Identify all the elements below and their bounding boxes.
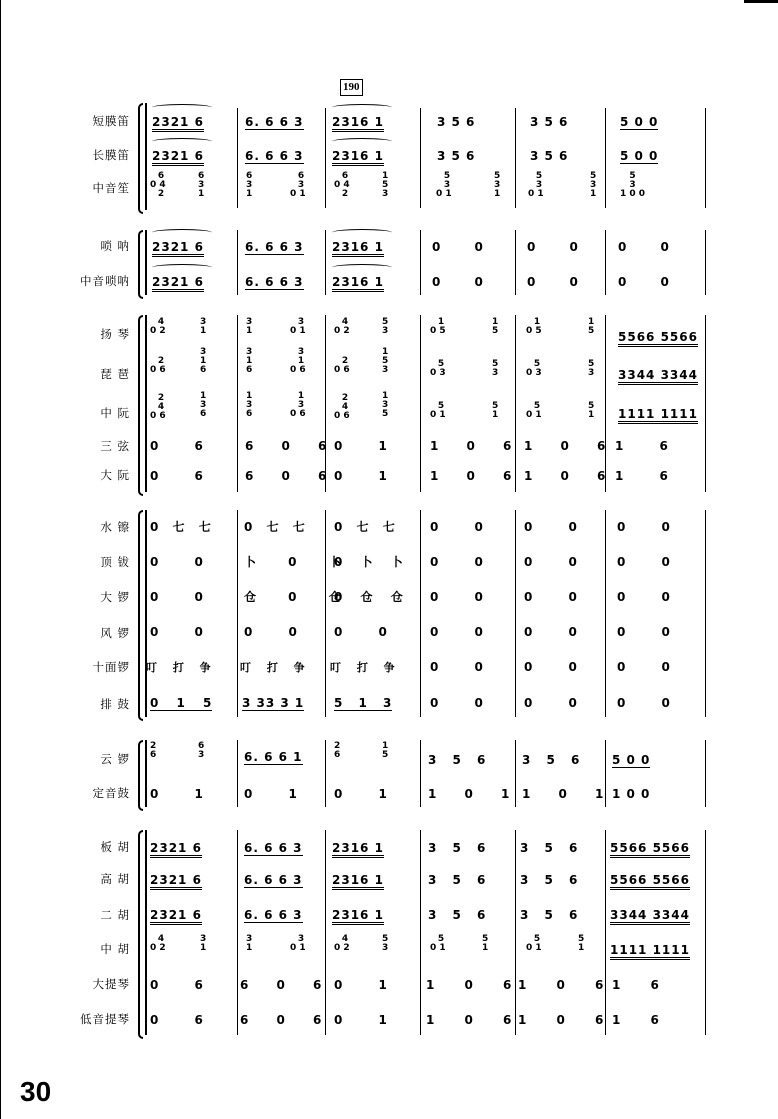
note-group: 0 1: [334, 787, 388, 801]
barline: [145, 510, 147, 717]
chord-stack: 6 3 0 1: [290, 171, 306, 199]
note-group: 5 0 0: [620, 115, 659, 129]
group-brace-winds: [138, 103, 143, 214]
chord-stack: 3 1: [246, 934, 253, 953]
note-group: 1 0 6: [518, 978, 605, 992]
instrument-label: 排 鼓: [100, 697, 130, 711]
chord-stack: 2 6: [334, 741, 341, 760]
barline: [515, 830, 516, 1035]
barline: [325, 510, 326, 717]
note-group: 2321 6: [152, 275, 204, 292]
slur: [332, 104, 392, 111]
barline: [145, 230, 147, 295]
note-group: 6 0 6: [240, 1013, 323, 1027]
note-group: 1 0 6: [518, 1013, 605, 1027]
note-group: 0 6: [150, 978, 204, 992]
instrument-label: 中音笙: [92, 181, 130, 195]
note-group: 叮 打 争: [330, 661, 396, 674]
note-group: 6. 6 6 3: [244, 873, 303, 887]
chord-stack: 4 0 2: [150, 317, 166, 336]
instrument-label: 三 弦: [100, 439, 130, 453]
note-group: 0 七 七: [244, 520, 306, 534]
note-group: 2316 1: [332, 908, 384, 925]
barline: [237, 510, 238, 717]
chord-stack: 5 3: [382, 317, 389, 336]
barline: [145, 315, 147, 492]
note-group: 1 6: [615, 439, 669, 453]
chord-stack: 1 3 6: [246, 391, 253, 419]
note-group: 3 5 6: [522, 753, 581, 767]
note-group: 0 七 七: [150, 520, 212, 534]
chord-stack: 5 0 1: [526, 934, 542, 953]
note-group: 0 0: [150, 590, 204, 604]
barline: [515, 315, 516, 492]
slur: [332, 229, 392, 236]
chord-stack: 2 4 0 6: [334, 393, 350, 421]
group-brace-percussion: [138, 510, 143, 721]
note-group: 5566 5566: [618, 330, 698, 347]
barline: [705, 740, 706, 807]
note-group: 0 1: [334, 978, 388, 992]
note-group: 6 0 6: [240, 978, 323, 992]
note-group: 1 0 1: [522, 787, 605, 801]
barline: [420, 830, 421, 1035]
barline: [237, 315, 238, 492]
note-group: 3 5 6: [428, 873, 487, 887]
note-group: 0 0: [430, 555, 484, 569]
barline: [605, 510, 606, 717]
chord-stack: 5 0 3: [430, 359, 446, 378]
chord-stack: 5 3: [492, 359, 499, 378]
barline: [420, 740, 421, 807]
slur: [332, 264, 392, 271]
note-group: 2316 1: [332, 240, 384, 257]
note-group: 2316 1: [332, 149, 384, 166]
note-group: 1 6: [615, 469, 669, 483]
barline: [605, 740, 606, 807]
page-number: 30: [20, 1076, 52, 1107]
note-group: 0 0: [618, 240, 670, 254]
note-group: 0 0: [430, 660, 484, 674]
barline: [515, 740, 516, 807]
barline: [515, 510, 516, 717]
chord-stack: 4 0 2: [334, 317, 350, 336]
note-group: 0 0: [617, 696, 671, 710]
chord-stack: 3 1: [246, 317, 253, 336]
note-group: 0 6: [150, 1013, 204, 1027]
barline: [325, 315, 326, 492]
chord-stack: 5 3 1: [590, 171, 597, 199]
group-brace-strings: [138, 830, 143, 1039]
note-group: 5 0 0: [612, 753, 651, 767]
note-group: 0 0: [617, 660, 671, 674]
chord-stack: 2 0 6: [334, 356, 350, 375]
note-group: 0 0: [527, 275, 579, 289]
instrument-label: 云 锣: [100, 752, 130, 766]
note-group: 0 0: [430, 590, 484, 604]
note-group: 0 0: [524, 625, 578, 639]
instrument-label: 二 胡: [100, 908, 130, 922]
instrument-label: 大 锣: [100, 590, 130, 604]
barline: [705, 510, 706, 717]
note-group: 2321 6: [152, 115, 204, 132]
chord-stack: 4 0 2: [150, 934, 166, 953]
note-group: 0 0: [430, 520, 484, 534]
chord-stack: 1 5: [382, 741, 389, 760]
chord-stack: 5 1: [492, 401, 499, 420]
note-group: 叮 打 争: [240, 661, 306, 674]
note-group: 0 0: [527, 240, 579, 254]
note-group: 2316 1: [332, 873, 384, 890]
chord-stack: 2 6: [150, 741, 157, 760]
barline: [325, 740, 326, 807]
note-group: 0 1: [244, 787, 298, 801]
chord-stack: 5 1: [578, 934, 585, 953]
barline: [237, 830, 238, 1035]
barline: [237, 230, 238, 295]
barline: [145, 830, 147, 1035]
note-group: 0 1: [334, 439, 388, 453]
note-group: 0 0: [524, 660, 578, 674]
chord-stack: 1 0 5: [526, 317, 542, 336]
note-group: 1 0 6: [430, 469, 513, 483]
note-group: 0 1: [334, 1013, 388, 1027]
note-group: 5 0 0: [620, 149, 659, 163]
chord-stack: 3 0 1: [290, 934, 306, 953]
barline: [705, 315, 706, 492]
instrument-label: 中 胡: [100, 942, 130, 956]
instrument-label: 定音鼓: [92, 786, 130, 800]
note-group: 5566 5566: [610, 873, 690, 890]
note-group: 6. 6 6 3: [244, 841, 303, 855]
note-group: 叮 打 争: [146, 661, 212, 674]
note-group: 6. 6 6 3: [244, 908, 303, 922]
chord-stack: 5 0 1: [526, 401, 542, 420]
note-group: 1 0 1: [428, 787, 511, 801]
barline: [237, 740, 238, 807]
note-group: 3 5 6: [530, 115, 569, 129]
chord-stack: 6 0 4 2: [334, 171, 350, 199]
chord-stack: 5 3: [588, 359, 595, 378]
slur: [332, 138, 392, 145]
note-group: 0 0: [617, 625, 671, 639]
note-group: 5 1 3: [334, 696, 393, 710]
chord-stack: 5 0 3: [526, 359, 542, 378]
note-group: 6. 6 6 3: [245, 149, 304, 163]
chord-stack: 3 1 6: [246, 347, 253, 375]
note-group: 1 0 6: [426, 978, 513, 992]
note-group: 仓 0 仓: [244, 590, 342, 604]
chord-stack: 1 5 3: [382, 347, 389, 375]
barline: [325, 108, 326, 208]
note-group: 0 0: [150, 555, 204, 569]
instrument-label: 中音唢呐: [80, 274, 130, 288]
chord-stack: 1 3 6: [200, 391, 207, 419]
barline: [420, 230, 421, 295]
chord-stack: 3 1 0 6: [290, 347, 306, 375]
chord-stack: 5 3 1: [494, 171, 501, 199]
note-group: 0 6: [150, 439, 204, 453]
note-group: 3 5 6: [437, 149, 476, 163]
chord-stack: 3 0 1: [290, 317, 306, 336]
note-group: 2316 1: [332, 275, 384, 292]
chord-stack: 5 3 0 1: [528, 171, 544, 199]
chord-stack: 2 4 0 6: [150, 393, 166, 421]
chord-stack: 5 0 1: [430, 934, 446, 953]
note-group: 0 1 5: [150, 696, 213, 710]
slur: [152, 138, 212, 145]
note-group: 3 5 6: [520, 873, 579, 887]
chord-stack: 6 3 1: [246, 171, 253, 199]
note-group: 6 0 6: [245, 469, 328, 483]
chord-stack: 3 1: [200, 934, 207, 953]
note-group: 1 0 6: [524, 469, 607, 483]
note-group: 0 0: [524, 555, 578, 569]
note-group: 0 0: [150, 625, 204, 639]
group-brace-yunluo: [138, 740, 143, 811]
barline: [705, 108, 706, 208]
barline: [705, 230, 706, 295]
note-group: 1 0 6: [430, 439, 513, 453]
barline: [705, 830, 706, 1035]
instrument-label: 高 胡: [100, 872, 130, 886]
instrument-label: 中 阮: [100, 406, 130, 420]
barline: [420, 108, 421, 208]
chord-stack: 5 3 1 0 0: [620, 171, 646, 199]
note-group: 0 0: [617, 555, 671, 569]
chord-stack: 1 5: [492, 317, 499, 336]
note-group: 3 5 6: [428, 908, 487, 922]
chord-stack: 5 0 1: [430, 401, 446, 420]
slur: [152, 264, 212, 271]
chord-stack: 6 3: [198, 741, 205, 760]
barline: [515, 230, 516, 295]
instrument-label: 顶 钹: [100, 555, 130, 569]
instrument-label: 大提琴: [92, 977, 130, 991]
note-group: 3 5 6: [530, 149, 569, 163]
note-group: 2316 1: [332, 841, 384, 858]
instrument-label: 唢 呐: [100, 239, 130, 253]
note-group: 0 0: [430, 625, 484, 639]
note-group: 1 0 6: [524, 439, 607, 453]
note-group: 3 5 6: [520, 841, 579, 855]
note-group: 6. 6 6 1: [244, 750, 303, 764]
instrument-label: 大 阮: [100, 468, 130, 482]
note-group: 2321 6: [150, 908, 202, 925]
note-group: 1111 1111: [610, 943, 690, 960]
note-group: 0 七 七: [334, 520, 396, 534]
chord-stack: 2 0 6: [150, 356, 166, 375]
note-group: 0 6: [150, 469, 204, 483]
note-group: 3 5 6: [437, 115, 476, 129]
note-group: 0 卜 卜: [334, 555, 404, 569]
note-group: 3 5 6: [428, 753, 487, 767]
group-brace-plucked: [138, 315, 143, 496]
note-group: 1111 1111: [618, 407, 698, 424]
note-group: 6. 6 6 3: [245, 275, 304, 289]
chord-stack: 3 1 6: [200, 347, 207, 375]
barline: [420, 315, 421, 492]
chord-stack: 3 1: [200, 317, 207, 336]
note-group: 0 0: [334, 625, 388, 639]
note-group: 1 6: [612, 1013, 660, 1027]
slur: [152, 229, 212, 236]
note-group: 0 0: [618, 275, 670, 289]
chord-stack: 5 3 0 1: [436, 171, 452, 199]
note-group: 0 0: [430, 696, 484, 710]
instrument-label: 水 镲: [100, 520, 130, 534]
chord-stack: 1 0 5: [430, 317, 446, 336]
chord-stack: 1 5 3: [382, 171, 389, 199]
note-group: 0 0: [617, 590, 671, 604]
note-group: 2321 6: [150, 873, 202, 890]
note-group: 5566 5566: [610, 841, 690, 858]
barline: [605, 108, 606, 208]
note-group: 0 0: [617, 520, 671, 534]
chord-stack: 5 1: [482, 934, 489, 953]
instrument-label: 风 锣: [100, 626, 130, 640]
note-group: 0 1: [334, 469, 388, 483]
barline: [237, 108, 238, 208]
corner-mark: [744, 0, 778, 3]
note-group: 1 6: [612, 978, 660, 992]
barline: [420, 510, 421, 717]
note-group: 3 5 6: [428, 841, 487, 855]
barline: [515, 108, 516, 208]
note-group: 3 33 3 1: [242, 696, 305, 710]
note-group: 1 0 6: [426, 1013, 513, 1027]
barline: [605, 830, 606, 1035]
chord-stack: 4 0 2: [334, 934, 350, 953]
note-group: 0 0: [244, 625, 298, 639]
slur: [152, 104, 212, 111]
note-group: 2321 6: [150, 841, 202, 858]
instrument-label: 扬 琴: [100, 327, 130, 341]
chord-stack: 5 3: [382, 934, 389, 953]
note-group: 6. 6 6 3: [245, 115, 304, 129]
note-group: 0 仓 仓: [334, 590, 404, 604]
barline: [325, 830, 326, 1035]
chord-stack: 6 0 4 2: [150, 171, 166, 199]
group-brace-suona: [138, 230, 143, 299]
rehearsal-mark: 190: [340, 79, 363, 96]
chord-stack: 1 3 5: [382, 391, 389, 419]
note-group: 1 0 0: [612, 787, 651, 801]
barline: [145, 103, 147, 210]
instrument-label: 低音提琴: [80, 1012, 130, 1026]
note-group: 0 0: [524, 520, 578, 534]
note-group: 0 0: [432, 275, 484, 289]
note-group: 2321 6: [152, 240, 204, 257]
chord-stack: 1 3 0 6: [290, 391, 306, 419]
note-group: 2316 1: [332, 115, 384, 132]
page-border: [0, 0, 1, 1119]
note-group: 2321 6: [152, 149, 204, 166]
barline: [325, 230, 326, 295]
note-group: 卜 0 卜: [244, 555, 342, 569]
instrument-label: 短膜笛: [92, 114, 130, 128]
instrument-label: 长膜笛: [92, 148, 130, 162]
note-group: 0 0: [524, 590, 578, 604]
chord-stack: 5 1: [588, 401, 595, 420]
instrument-label: 十面锣: [92, 660, 130, 674]
instrument-label: 琵 琶: [100, 367, 130, 381]
note-group: 3344 3344: [610, 908, 690, 925]
note-group: 6 0 6: [245, 439, 328, 453]
chord-stack: 1 5: [588, 317, 595, 336]
barline: [605, 315, 606, 492]
barline: [605, 230, 606, 295]
chord-stack: 6 3 1: [198, 171, 205, 199]
note-group: 0 0: [432, 240, 484, 254]
instrument-label: 板 胡: [100, 840, 130, 854]
note-group: 3344 3344: [618, 368, 698, 385]
note-group: 0 0: [524, 696, 578, 710]
barline: [145, 740, 147, 807]
note-group: 3 5 6: [520, 908, 579, 922]
note-group: 0 1: [150, 787, 204, 801]
note-group: 6. 6 6 3: [245, 240, 304, 254]
